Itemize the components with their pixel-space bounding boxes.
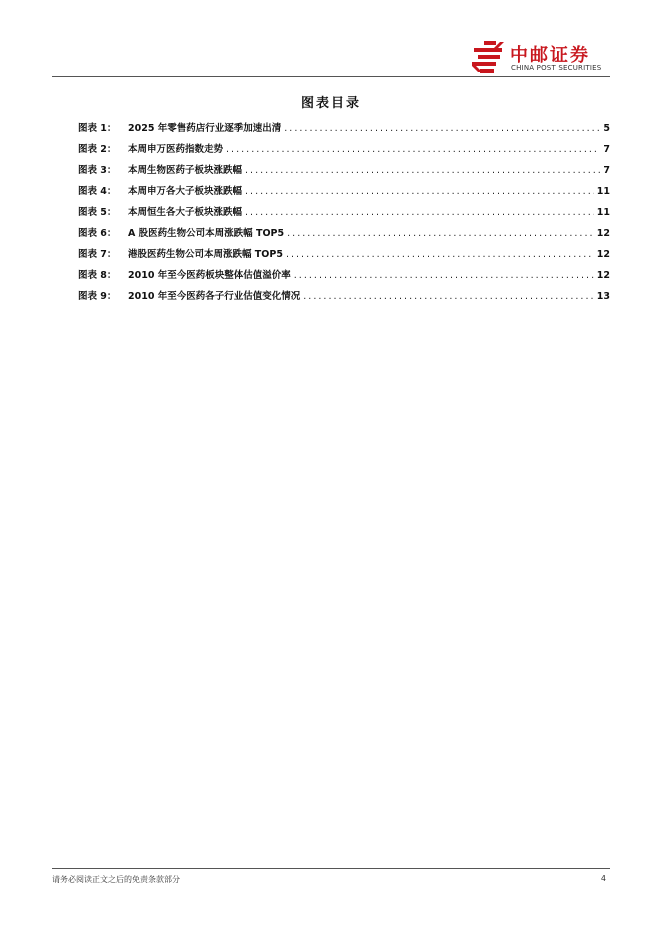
toc-leader-dots xyxy=(226,144,600,155)
toc-title: 图表目录 xyxy=(300,96,361,111)
toc-entry-page: 7 xyxy=(603,165,610,176)
toc-entry-title: 港股医药生物公司本周涨跌幅 TOP5 xyxy=(128,249,283,260)
toc-leader-dots xyxy=(245,207,594,218)
disclaimer-note: 请务必阅读正文之后的免责条款部分 xyxy=(52,875,180,884)
brand-name-en: CHINA POST SECURITIES xyxy=(511,64,602,72)
toc-entry-title: 本周恒生各大子板块涨跌幅 xyxy=(128,207,243,218)
toc-leader-dots xyxy=(294,270,594,281)
toc-entry-page: 12 xyxy=(596,228,610,239)
toc-entry-label: 图表 2： xyxy=(78,144,117,155)
toc-entry-label: 图表 3： xyxy=(78,165,117,176)
toc-entry-label: 图表 7： xyxy=(78,249,117,260)
toc-entry-page: 5 xyxy=(603,123,610,134)
toc-entry-label: 图表 5： xyxy=(78,207,117,218)
toc-entry[interactable] xyxy=(78,183,610,204)
toc-entry-title: 本周申万各大子板块涨跌幅 xyxy=(128,186,243,197)
toc-entry-label: 图表 6： xyxy=(78,228,117,239)
toc-entry[interactable] xyxy=(78,288,610,309)
company-logo xyxy=(470,40,610,74)
figure-list xyxy=(78,120,610,309)
toc-entry-title: 2010 年至今医药各子行业估值变化情况 xyxy=(128,291,301,302)
toc-entry-title: 本周申万医药指数走势 xyxy=(128,144,224,155)
toc-leader-dots xyxy=(287,228,594,239)
toc-entry[interactable] xyxy=(78,141,610,162)
toc-entry-title: 2025 年零售药店行业逐季加速出清 xyxy=(128,123,282,134)
toc-entry-page: 12 xyxy=(596,249,610,260)
toc-entry[interactable] xyxy=(78,225,610,246)
toc-entry[interactable] xyxy=(78,162,610,183)
footer-divider xyxy=(52,868,610,869)
toc-entry[interactable] xyxy=(78,204,610,225)
toc-entry-page: 13 xyxy=(596,291,610,302)
toc-leader-dots xyxy=(284,123,600,134)
toc-entry-page: 11 xyxy=(596,207,610,218)
brand-name-cn: 中邮证券 xyxy=(510,45,590,66)
toc-entry-label: 图表 8： xyxy=(78,270,117,281)
toc-entry[interactable] xyxy=(78,120,610,141)
china-post-logo-icon xyxy=(470,40,506,74)
toc-entry-label: 图表 9： xyxy=(78,291,117,302)
header-divider xyxy=(52,76,610,77)
toc-entry[interactable] xyxy=(78,246,610,267)
toc-leader-dots xyxy=(245,186,594,197)
toc-leader-dots xyxy=(303,291,594,302)
toc-entry-page: 12 xyxy=(596,270,610,281)
toc-entry-label: 图表 4： xyxy=(78,186,117,197)
toc-entry-title: 本周生物医药子板块涨跌幅 xyxy=(128,165,243,176)
page-number: 4 xyxy=(600,874,606,883)
toc-entry-title: A 股医药生物公司本周涨跌幅 TOP5 xyxy=(128,228,285,239)
toc-entry-label: 图表 1： xyxy=(78,123,117,134)
toc-entry-page: 7 xyxy=(603,144,610,155)
toc-entry-page: 11 xyxy=(596,186,610,197)
toc-leader-dots xyxy=(245,165,600,176)
toc-leader-dots xyxy=(286,249,594,260)
toc-entry[interactable] xyxy=(78,267,610,288)
toc-entry-title: 2010 年至今医药板块整体估值溢价率 xyxy=(128,270,291,281)
